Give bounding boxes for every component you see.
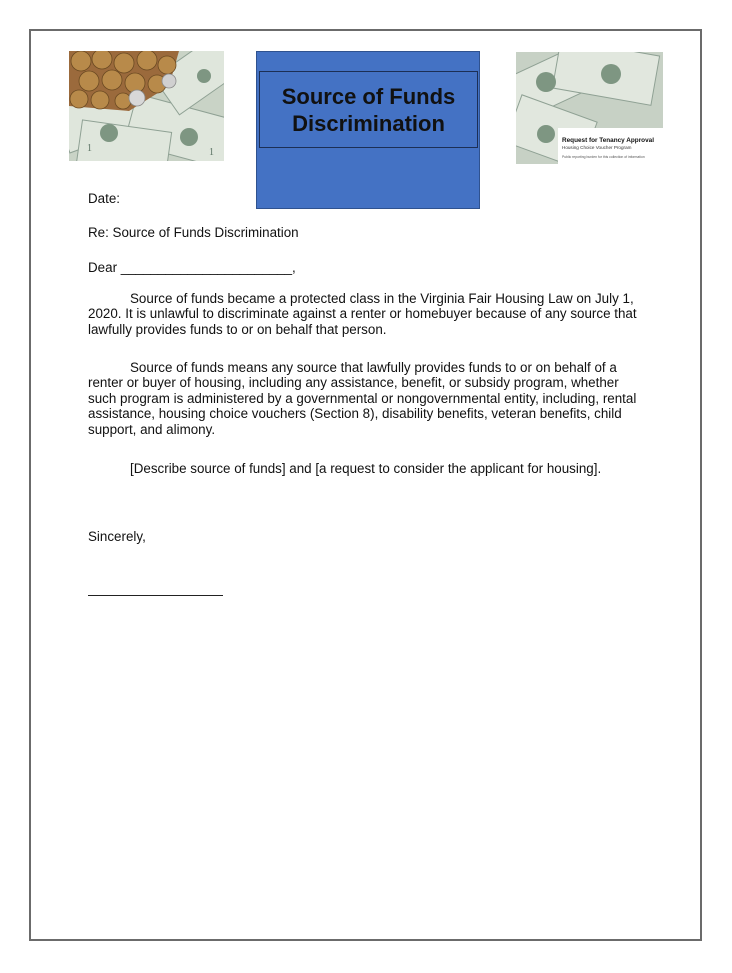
paragraph-request: [Describe source of funds] and [a request to consider the applicant for housing]. (130, 461, 602, 476)
re-line: Re: Source of Funds Discrimination (88, 225, 299, 240)
title-banner (256, 51, 480, 209)
banner-title: Source of Funds Discrimination (259, 71, 478, 148)
form-title: Request for Tenancy Approval (562, 137, 654, 144)
bills-and-form-image (516, 52, 663, 164)
svg-text:1: 1 (209, 147, 214, 158)
bills-and-form-picture (516, 52, 663, 164)
paragraph-protected-class: Source of funds became a protected class in the Virginia Fair Housing Law on July 1, 2020. It is unlawful to discriminate against a renter or homebuyer because of any source that lawfully provides funds to or on behalf that person. (88, 291, 637, 337)
signature-line (88, 595, 223, 596)
paragraph-definition: Source of funds means any source that lawfully provides funds to or on behalf of a renter or buyer of housing, including any assistance, benefit, or subsidy program, whether such program is administered by a governmental or nongovernmental entity, including, rental assistance, housing choice vouchers (Section 8), disability benefits, veteran benefits, child support, and alimony. (88, 360, 637, 437)
form-note: Public reporting burden for this collection of information (562, 155, 645, 159)
closing: Sincerely, (88, 529, 146, 544)
document-page (29, 29, 702, 941)
coins-and-bills-image (69, 51, 224, 161)
svg-text:1: 1 (87, 143, 92, 154)
coins-and-bills-picture (69, 51, 224, 161)
date-label: Date: (88, 191, 121, 206)
salutation: Dear _______________________, (88, 260, 296, 275)
form-subtitle: Housing Choice Voucher Program (562, 145, 632, 150)
